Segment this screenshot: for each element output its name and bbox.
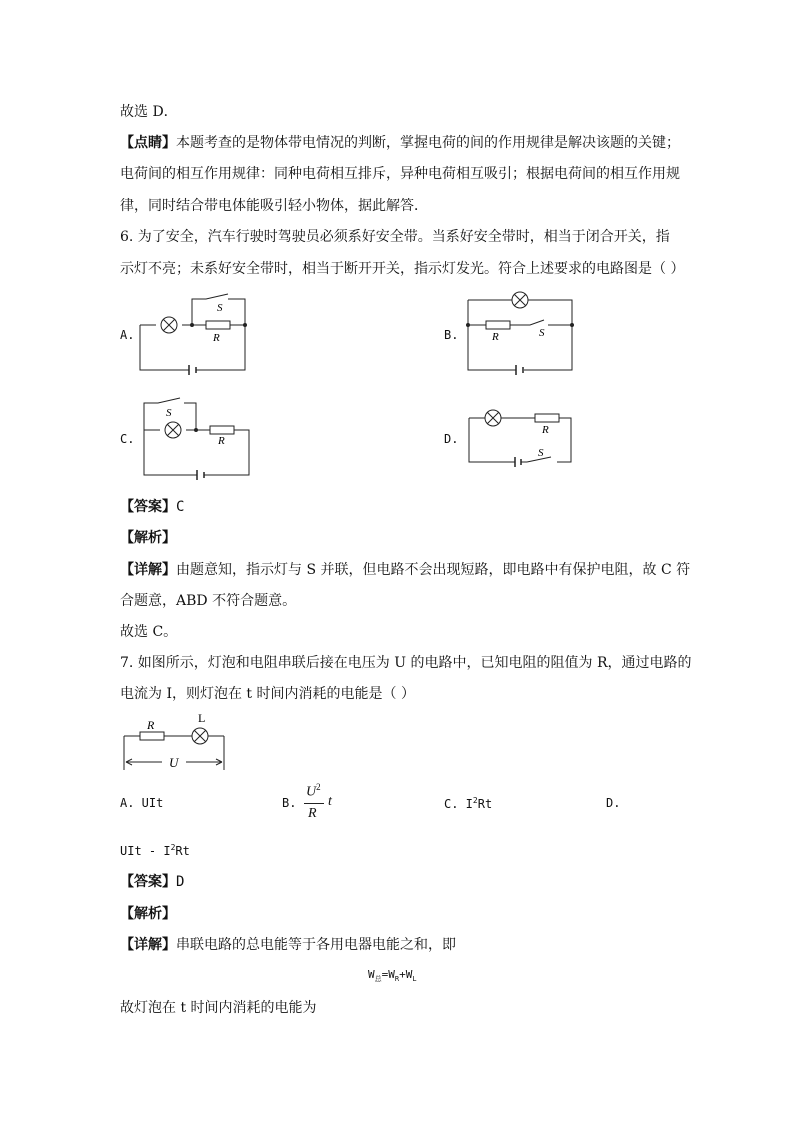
text-line: 故选 C。 xyxy=(120,624,178,640)
analysis-heading: 【解析】 xyxy=(120,906,176,922)
option-d-exponent: 2 xyxy=(170,843,176,852)
fraction-bar xyxy=(304,803,324,804)
resistor-label: R xyxy=(218,435,225,447)
formula-subscript: R xyxy=(394,975,400,984)
detail-tag: 【详解】 xyxy=(120,937,176,953)
text-line: 串联电路的总电能等于各用电器电能之和，即 xyxy=(176,937,456,953)
text-line: 故灯泡在 t 时间内消耗的电能为 xyxy=(120,1000,317,1016)
text-line: 本题考查的是物体带电情况的判断，掌握电荷的间的作用规律是解决该题的关键； xyxy=(176,135,680,151)
option-a-label: A. xyxy=(120,328,135,342)
fraction-time: t xyxy=(328,794,332,809)
option-c-text-end: Rt xyxy=(477,797,493,811)
option-b-label: B. xyxy=(282,796,297,810)
resistor-label: R xyxy=(492,331,499,343)
fraction-numerator: U xyxy=(306,784,317,800)
detail-tag: 【详解】 xyxy=(120,562,176,578)
switch-label: S xyxy=(166,407,172,419)
formula-subscript: 总 xyxy=(374,975,382,984)
fraction-exponent: 2 xyxy=(316,782,321,792)
switch-label: S xyxy=(538,447,544,459)
resistor-label: R xyxy=(542,424,549,436)
text-line: 合题意，ABD 不符合题意。 xyxy=(120,593,297,609)
circuit-diagram-a xyxy=(140,295,250,375)
resistor-label: R xyxy=(147,718,155,732)
option-c xyxy=(444,796,492,811)
answer-value: D xyxy=(176,874,185,890)
answer-7 xyxy=(120,872,184,892)
formula-subscript: L xyxy=(412,975,417,984)
voltage-label: U xyxy=(169,755,179,770)
circuit-diagram-q7 xyxy=(122,712,228,772)
option-c-label: C. xyxy=(120,432,135,446)
energy-formula xyxy=(368,968,417,984)
option-d-label: D. xyxy=(444,432,459,446)
option-d-continued xyxy=(120,843,190,858)
lamp-label: L xyxy=(198,711,206,725)
option-c-text: C. I xyxy=(444,797,473,811)
resistor-label: R xyxy=(213,332,220,344)
option-d-text: UIt - I xyxy=(120,844,171,858)
analysis-heading: 【解析】 xyxy=(120,530,176,546)
detail-paragraph xyxy=(120,560,690,580)
switch-label: S xyxy=(217,302,223,314)
question-7-line-2: 电流为 I，则灯泡在 t 时间内消耗的电能是（ ） xyxy=(120,686,415,702)
dianjing-tag: 【点睛】 xyxy=(120,135,176,151)
circuit-diagram-d xyxy=(469,408,573,468)
option-d-text-end: Rt xyxy=(175,844,190,858)
answer-6 xyxy=(120,497,184,517)
formula-part: +W xyxy=(399,968,413,981)
option-d-label: D. xyxy=(606,796,621,810)
dianjing-paragraph xyxy=(120,133,680,153)
text-line: 故选 D． xyxy=(120,104,178,120)
formula-part: =W xyxy=(381,968,395,981)
question-7-line-1: 7. 如图所示，灯泡和电阻串联后接在电压为 U 的电路中，已知电阻的阻值为 R，通过电路的 xyxy=(120,655,692,671)
text-line: 律，同时结合带电体能吸引轻小物体，据此解答． xyxy=(120,198,428,214)
formula-part: W xyxy=(368,968,375,981)
answer-value: C xyxy=(176,499,185,515)
option-b-label: B. xyxy=(444,328,459,342)
circuit-diagram-b xyxy=(468,292,574,372)
question-6-line-1: 6. 为了安全，汽车行驶时驾驶员必须系好安全带。当系好安全带时，相当于闭合开关，指 xyxy=(120,229,670,245)
question-6-line-2: 示灯不亮；未系好安全带时，相当于断开开关，指示灯发光。符合上述要求的电路图是（ ） xyxy=(120,261,685,277)
detail-paragraph xyxy=(120,935,456,955)
option-a: A. UIt xyxy=(120,796,164,810)
option-c-exponent: 2 xyxy=(472,796,478,805)
switch-label: S xyxy=(539,327,545,339)
fraction-denominator: R xyxy=(308,806,317,821)
circuit-diagram-c xyxy=(144,398,252,478)
text-line: 由题意知，指示灯与 S 并联，但电路不会出现短路，即电路中有保护电阻，故 C 符 xyxy=(176,562,691,578)
answer-tag: 【答案】 xyxy=(120,874,176,890)
text-line: 电荷间的相互作用规律：同种电荷相互排斥，异种电荷相互吸引；根据电荷间的相互作用规 xyxy=(120,166,680,182)
answer-tag: 【答案】 xyxy=(120,499,176,515)
